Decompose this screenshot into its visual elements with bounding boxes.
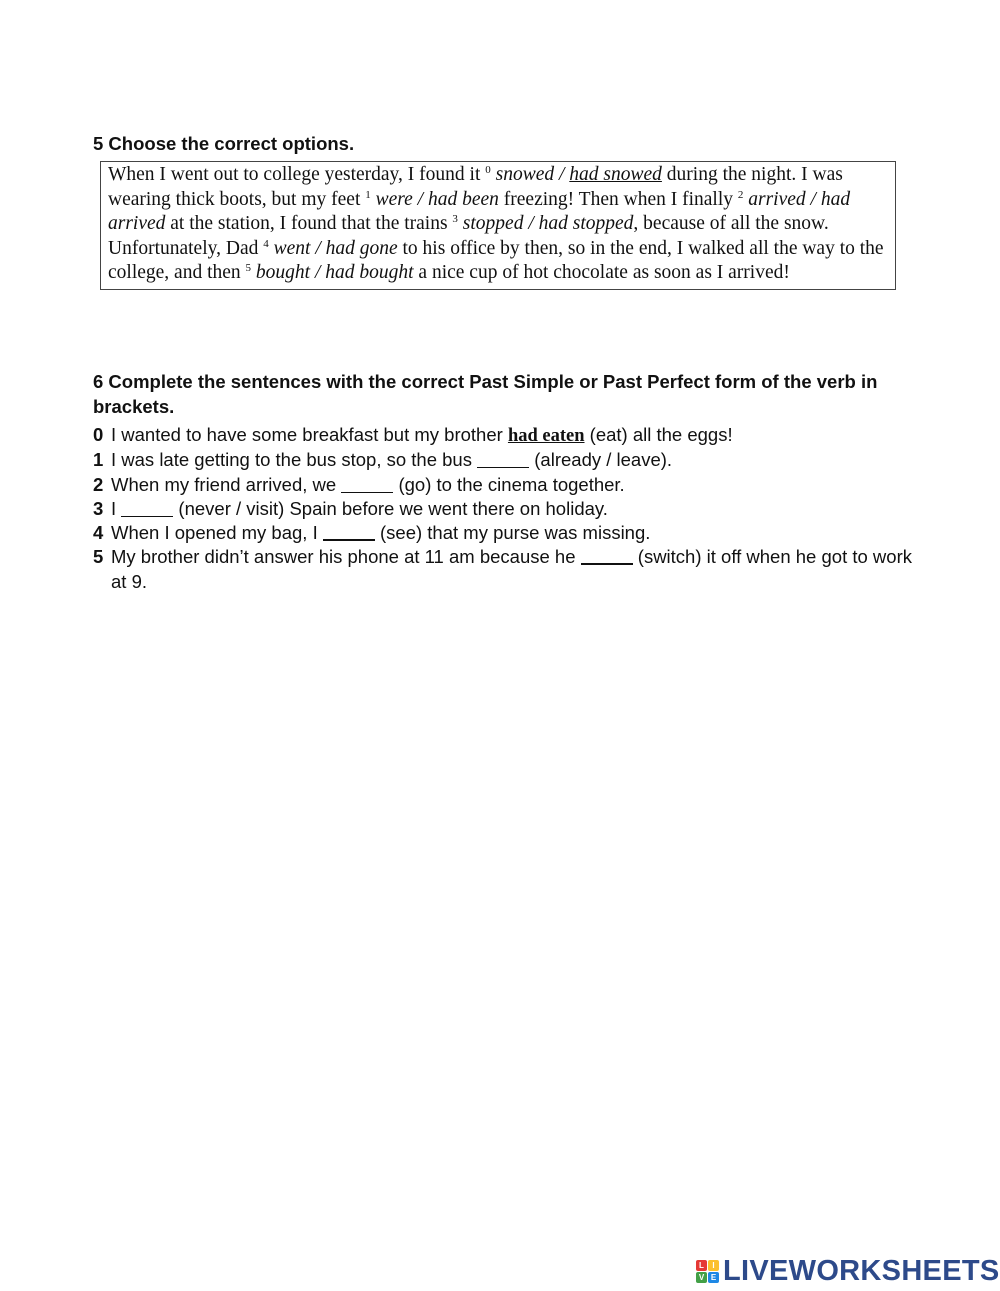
exercise-6-heading: 6 Complete the sentences with the correct Past Simple or Past Perfect form of the verb in brackets.: [93, 371, 878, 417]
option-5[interactable]: bought / had bought: [255, 262, 414, 283]
gap-number: 4: [263, 237, 269, 250]
exercise-6-list: [93, 423, 913, 594]
gap-number: 0: [485, 164, 491, 176]
sentence-item: 2 When my friend arrived, we (go) to the cinema together.: [93, 473, 913, 497]
sentence-item: 5 My brother didn’t answer his phone at 11 am because he (switch) it off when he got to work at 9.: [93, 546, 912, 592]
logo-tile: E: [708, 1272, 719, 1283]
item-number: 0: [93, 424, 104, 445]
option-0[interactable]: snowed / had snowed: [495, 164, 662, 185]
logo-tile: V: [696, 1272, 707, 1283]
answer-blank-1[interactable]: [477, 449, 529, 468]
sentence-item: 0 I wanted to have some breakfast but my brother had eaten (eat) all the eggs!: [93, 424, 733, 446]
option-4[interactable]: went / had gone: [273, 237, 398, 259]
gap-number: 2: [737, 188, 744, 201]
item-number: 2: [93, 473, 104, 495]
sentence-item: 1 I was late getting to the bus stop, so the bus (already / leave).: [93, 448, 913, 472]
item-number: 4: [93, 522, 104, 544]
logo-tile: L: [696, 1260, 707, 1271]
answer-blank-2[interactable]: [341, 474, 393, 493]
answer-blank-3[interactable]: [121, 498, 173, 517]
item-number: 3: [93, 497, 104, 519]
answer-blank-4[interactable]: [323, 521, 375, 541]
answer-blank-5[interactable]: [581, 545, 633, 565]
item-number: 1: [93, 449, 104, 471]
option-1[interactable]: were / had been: [375, 188, 499, 210]
logo-tiles-icon: [696, 1260, 719, 1283]
gap-number: 5: [245, 262, 252, 274]
logo-text: LIVEWORKSHEETS: [723, 1255, 1000, 1287]
sentence-item: 3 I (never / visit) Spain before we went there on holiday.: [93, 497, 913, 521]
item-number: 5: [93, 546, 104, 568]
selected-option-0[interactable]: had snowed: [569, 164, 662, 185]
exercise-5-heading: 5 Choose the correct options.: [93, 133, 355, 154]
option-2[interactable]: arrived / had arrived: [108, 188, 851, 234]
example-answer: had eaten: [507, 426, 585, 446]
gap-number: 1: [365, 188, 371, 201]
logo-tile: I: [708, 1260, 719, 1271]
option-3[interactable]: stopped / had stopped: [462, 213, 634, 234]
exercise-5-text-box: When I went out to college yesterday, I found it $^0$ snowed / had snowed during the night. I was wearing thick boots, but my feet $^1$ were / had been freezing! Then when I finally $^2$ arrived / had arrived at the station, I found that the trains $^3$ stopped / had stopped, because of all the snow. Unfortunately, Dad $^4$ went / had gone to his office by then, so in the end, I walked all the way to the college, and then $^5$ bought / had bought a nice cup of hot chocolate as soon as I arrived!: [100, 161, 896, 290]
sentence-item: 4 When I opened my bag, I (see) that my purse was missing.: [93, 521, 913, 545]
liveworksheets-logo: [696, 1256, 1000, 1286]
gap-number: 3: [452, 213, 458, 225]
